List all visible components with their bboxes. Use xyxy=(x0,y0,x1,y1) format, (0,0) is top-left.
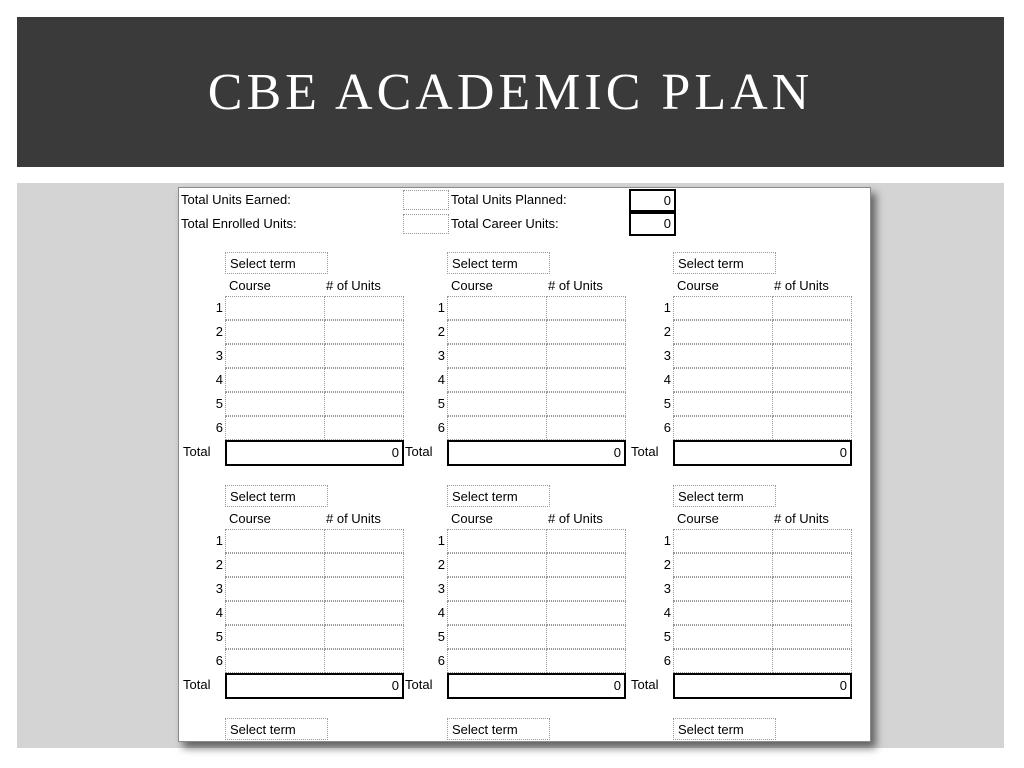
course-cell[interactable] xyxy=(673,601,773,625)
total-units-cell[interactable]: 0 xyxy=(673,673,852,699)
units-header: # of Units xyxy=(774,511,829,526)
row-number: 2 xyxy=(215,324,223,339)
row-number: 4 xyxy=(663,605,671,620)
course-cell[interactable] xyxy=(673,416,773,440)
course-header: Course xyxy=(677,511,719,526)
career-units-cell[interactable]: 0 xyxy=(629,212,676,236)
total-label: Total xyxy=(631,444,659,459)
row-number: 2 xyxy=(437,557,445,572)
course-row xyxy=(629,368,853,392)
row-number: 5 xyxy=(437,396,445,411)
course-row xyxy=(629,577,853,601)
row-number: 3 xyxy=(215,348,223,363)
row-number: 2 xyxy=(663,557,671,572)
course-cell[interactable] xyxy=(225,320,325,344)
course-header: Course xyxy=(677,278,719,293)
row-number: 1 xyxy=(437,300,445,315)
term-select[interactable]: Select term xyxy=(447,485,550,507)
row-number: 1 xyxy=(215,533,223,548)
units-cell[interactable] xyxy=(324,529,404,553)
units-cell[interactable] xyxy=(772,577,852,601)
units-cell[interactable] xyxy=(772,320,852,344)
row-number: 3 xyxy=(663,348,671,363)
units-header: # of Units xyxy=(326,511,381,526)
row-number: 6 xyxy=(437,420,445,435)
units-cell[interactable] xyxy=(324,416,404,440)
units-cell[interactable] xyxy=(324,296,404,320)
course-row xyxy=(629,296,853,320)
units-cell[interactable] xyxy=(772,529,852,553)
term-block xyxy=(181,252,405,486)
course-row xyxy=(181,577,405,601)
units-cell[interactable] xyxy=(324,368,404,392)
course-row xyxy=(629,625,853,649)
row-number: 1 xyxy=(215,300,223,315)
units-cell[interactable] xyxy=(324,553,404,577)
course-cell[interactable] xyxy=(673,296,773,320)
course-cell[interactable] xyxy=(225,553,325,577)
total-units-cell[interactable]: 0 xyxy=(225,440,404,466)
units-planned-cell[interactable]: 0 xyxy=(629,189,676,212)
enrolled-units-cell[interactable] xyxy=(403,214,449,234)
course-cell[interactable] xyxy=(447,392,547,416)
term-block xyxy=(403,252,627,486)
units-cell[interactable] xyxy=(324,601,404,625)
course-row xyxy=(403,392,627,416)
course-row xyxy=(403,344,627,368)
units-cell[interactable] xyxy=(546,529,626,553)
career-units-label: Total Career Units: xyxy=(451,216,559,231)
row-number: 3 xyxy=(437,581,445,596)
course-cell[interactable] xyxy=(225,368,325,392)
units-cell[interactable] xyxy=(324,344,404,368)
course-cell[interactable] xyxy=(673,577,773,601)
course-row xyxy=(181,320,405,344)
course-row xyxy=(403,368,627,392)
course-row xyxy=(629,649,853,673)
units-cell[interactable] xyxy=(772,392,852,416)
course-cell[interactable] xyxy=(225,625,325,649)
term-select[interactable]: Select term xyxy=(225,718,328,740)
total-label: Total xyxy=(405,677,433,692)
course-row xyxy=(403,296,627,320)
term-select[interactable]: Select term xyxy=(673,485,776,507)
units-cell[interactable] xyxy=(546,601,626,625)
units-cell[interactable] xyxy=(324,577,404,601)
course-cell[interactable] xyxy=(673,553,773,577)
course-cell[interactable] xyxy=(225,649,325,673)
row-number: 6 xyxy=(215,420,223,435)
course-row xyxy=(181,649,405,673)
course-cell[interactable] xyxy=(673,344,773,368)
units-cell[interactable] xyxy=(546,625,626,649)
course-cell[interactable] xyxy=(673,392,773,416)
units-cell[interactable] xyxy=(324,649,404,673)
course-cell[interactable] xyxy=(225,529,325,553)
units-cell[interactable] xyxy=(772,553,852,577)
units-cell[interactable] xyxy=(324,392,404,416)
total-label: Total xyxy=(631,677,659,692)
course-row xyxy=(403,601,627,625)
course-row xyxy=(403,529,627,553)
row-number: 4 xyxy=(437,372,445,387)
units-cell[interactable] xyxy=(772,368,852,392)
units-cell[interactable] xyxy=(546,296,626,320)
total-units-cell[interactable]: 0 xyxy=(673,440,852,466)
course-row xyxy=(181,368,405,392)
term-select[interactable]: Select term xyxy=(673,252,776,274)
row-number: 1 xyxy=(663,533,671,548)
course-row xyxy=(629,392,853,416)
row-number: 1 xyxy=(437,533,445,548)
course-row xyxy=(181,529,405,553)
row-number: 6 xyxy=(663,420,671,435)
term-select[interactable]: Select term xyxy=(225,252,328,274)
enrolled-units-label: Total Enrolled Units: xyxy=(181,216,297,231)
course-row xyxy=(403,553,627,577)
row-number: 4 xyxy=(663,372,671,387)
course-row xyxy=(403,577,627,601)
units-cell[interactable] xyxy=(772,601,852,625)
course-row xyxy=(629,320,853,344)
course-cell[interactable] xyxy=(225,577,325,601)
course-cell[interactable] xyxy=(447,296,547,320)
course-cell[interactable] xyxy=(447,553,547,577)
course-row xyxy=(629,344,853,368)
course-row xyxy=(181,553,405,577)
row-number: 5 xyxy=(663,396,671,411)
spreadsheet xyxy=(178,187,871,742)
units-planned-label: Total Units Planned: xyxy=(451,192,567,207)
course-cell[interactable] xyxy=(447,649,547,673)
slide-title: CBE ACADEMIC PLAN xyxy=(207,63,814,121)
course-cell[interactable] xyxy=(225,416,325,440)
units-earned-cell[interactable] xyxy=(403,190,449,210)
course-row xyxy=(629,601,853,625)
term-select[interactable]: Select term xyxy=(447,252,550,274)
row-number: 5 xyxy=(215,629,223,644)
course-row xyxy=(181,625,405,649)
units-cell[interactable] xyxy=(546,553,626,577)
row-number: 6 xyxy=(215,653,223,668)
units-cell[interactable] xyxy=(546,344,626,368)
units-cell[interactable] xyxy=(546,649,626,673)
row-number: 4 xyxy=(215,605,223,620)
units-cell[interactable] xyxy=(546,392,626,416)
row-number: 2 xyxy=(663,324,671,339)
course-row xyxy=(403,625,627,649)
units-cell[interactable] xyxy=(772,649,852,673)
term-block xyxy=(629,252,853,486)
units-cell[interactable] xyxy=(772,625,852,649)
course-cell[interactable] xyxy=(673,368,773,392)
course-cell[interactable] xyxy=(447,344,547,368)
term-block xyxy=(403,485,627,719)
row-number: 3 xyxy=(663,581,671,596)
course-cell[interactable] xyxy=(447,625,547,649)
course-cell[interactable] xyxy=(447,529,547,553)
row-number: 6 xyxy=(437,653,445,668)
course-header: Course xyxy=(451,511,493,526)
course-cell[interactable] xyxy=(447,577,547,601)
term-block xyxy=(629,718,853,742)
course-cell[interactable] xyxy=(225,392,325,416)
row-number: 3 xyxy=(215,581,223,596)
units-earned-label: Total Units Earned: xyxy=(181,192,291,207)
units-cell[interactable] xyxy=(772,344,852,368)
course-header: Course xyxy=(229,511,271,526)
total-units-cell[interactable]: 0 xyxy=(225,673,404,699)
course-header: Course xyxy=(451,278,493,293)
course-cell[interactable] xyxy=(447,368,547,392)
units-cell[interactable] xyxy=(772,296,852,320)
course-cell[interactable] xyxy=(225,601,325,625)
units-cell[interactable] xyxy=(546,320,626,344)
term-block xyxy=(403,718,627,742)
units-cell[interactable] xyxy=(324,320,404,344)
course-row xyxy=(181,416,405,440)
total-units-cell[interactable]: 0 xyxy=(447,440,626,466)
course-row xyxy=(629,529,853,553)
course-row xyxy=(181,296,405,320)
course-header: Course xyxy=(229,278,271,293)
units-header: # of Units xyxy=(326,278,381,293)
total-units-cell[interactable]: 0 xyxy=(447,673,626,699)
course-row xyxy=(403,320,627,344)
course-cell[interactable] xyxy=(225,296,325,320)
total-label: Total xyxy=(405,444,433,459)
row-number: 3 xyxy=(437,348,445,363)
row-number: 2 xyxy=(437,324,445,339)
course-row xyxy=(629,416,853,440)
total-label: Total xyxy=(183,444,211,459)
row-number: 5 xyxy=(437,629,445,644)
course-cell[interactable] xyxy=(447,320,547,344)
units-cell[interactable] xyxy=(546,577,626,601)
course-cell[interactable] xyxy=(673,529,773,553)
units-cell[interactable] xyxy=(546,416,626,440)
course-cell[interactable] xyxy=(673,625,773,649)
course-row xyxy=(181,392,405,416)
row-number: 6 xyxy=(663,653,671,668)
course-row xyxy=(181,344,405,368)
course-cell[interactable] xyxy=(447,416,547,440)
units-cell[interactable] xyxy=(324,625,404,649)
course-cell[interactable] xyxy=(673,320,773,344)
course-row xyxy=(403,416,627,440)
row-number: 5 xyxy=(215,396,223,411)
row-number: 2 xyxy=(215,557,223,572)
units-header: # of Units xyxy=(774,278,829,293)
term-select[interactable]: Select term xyxy=(447,718,550,740)
term-block xyxy=(181,718,405,742)
term-select[interactable]: Select term xyxy=(673,718,776,740)
term-select[interactable]: Select term xyxy=(225,485,328,507)
course-row xyxy=(403,649,627,673)
course-row xyxy=(629,553,853,577)
row-number: 5 xyxy=(663,629,671,644)
row-number: 1 xyxy=(663,300,671,315)
term-block xyxy=(629,485,853,719)
course-cell[interactable] xyxy=(225,344,325,368)
term-block xyxy=(181,485,405,719)
total-label: Total xyxy=(183,677,211,692)
units-header: # of Units xyxy=(548,278,603,293)
course-cell[interactable] xyxy=(447,601,547,625)
course-row xyxy=(181,601,405,625)
units-cell[interactable] xyxy=(546,368,626,392)
course-cell[interactable] xyxy=(673,649,773,673)
row-number: 4 xyxy=(437,605,445,620)
units-header: # of Units xyxy=(548,511,603,526)
units-cell[interactable] xyxy=(772,416,852,440)
title-bar xyxy=(17,17,1004,167)
row-number: 4 xyxy=(215,372,223,387)
